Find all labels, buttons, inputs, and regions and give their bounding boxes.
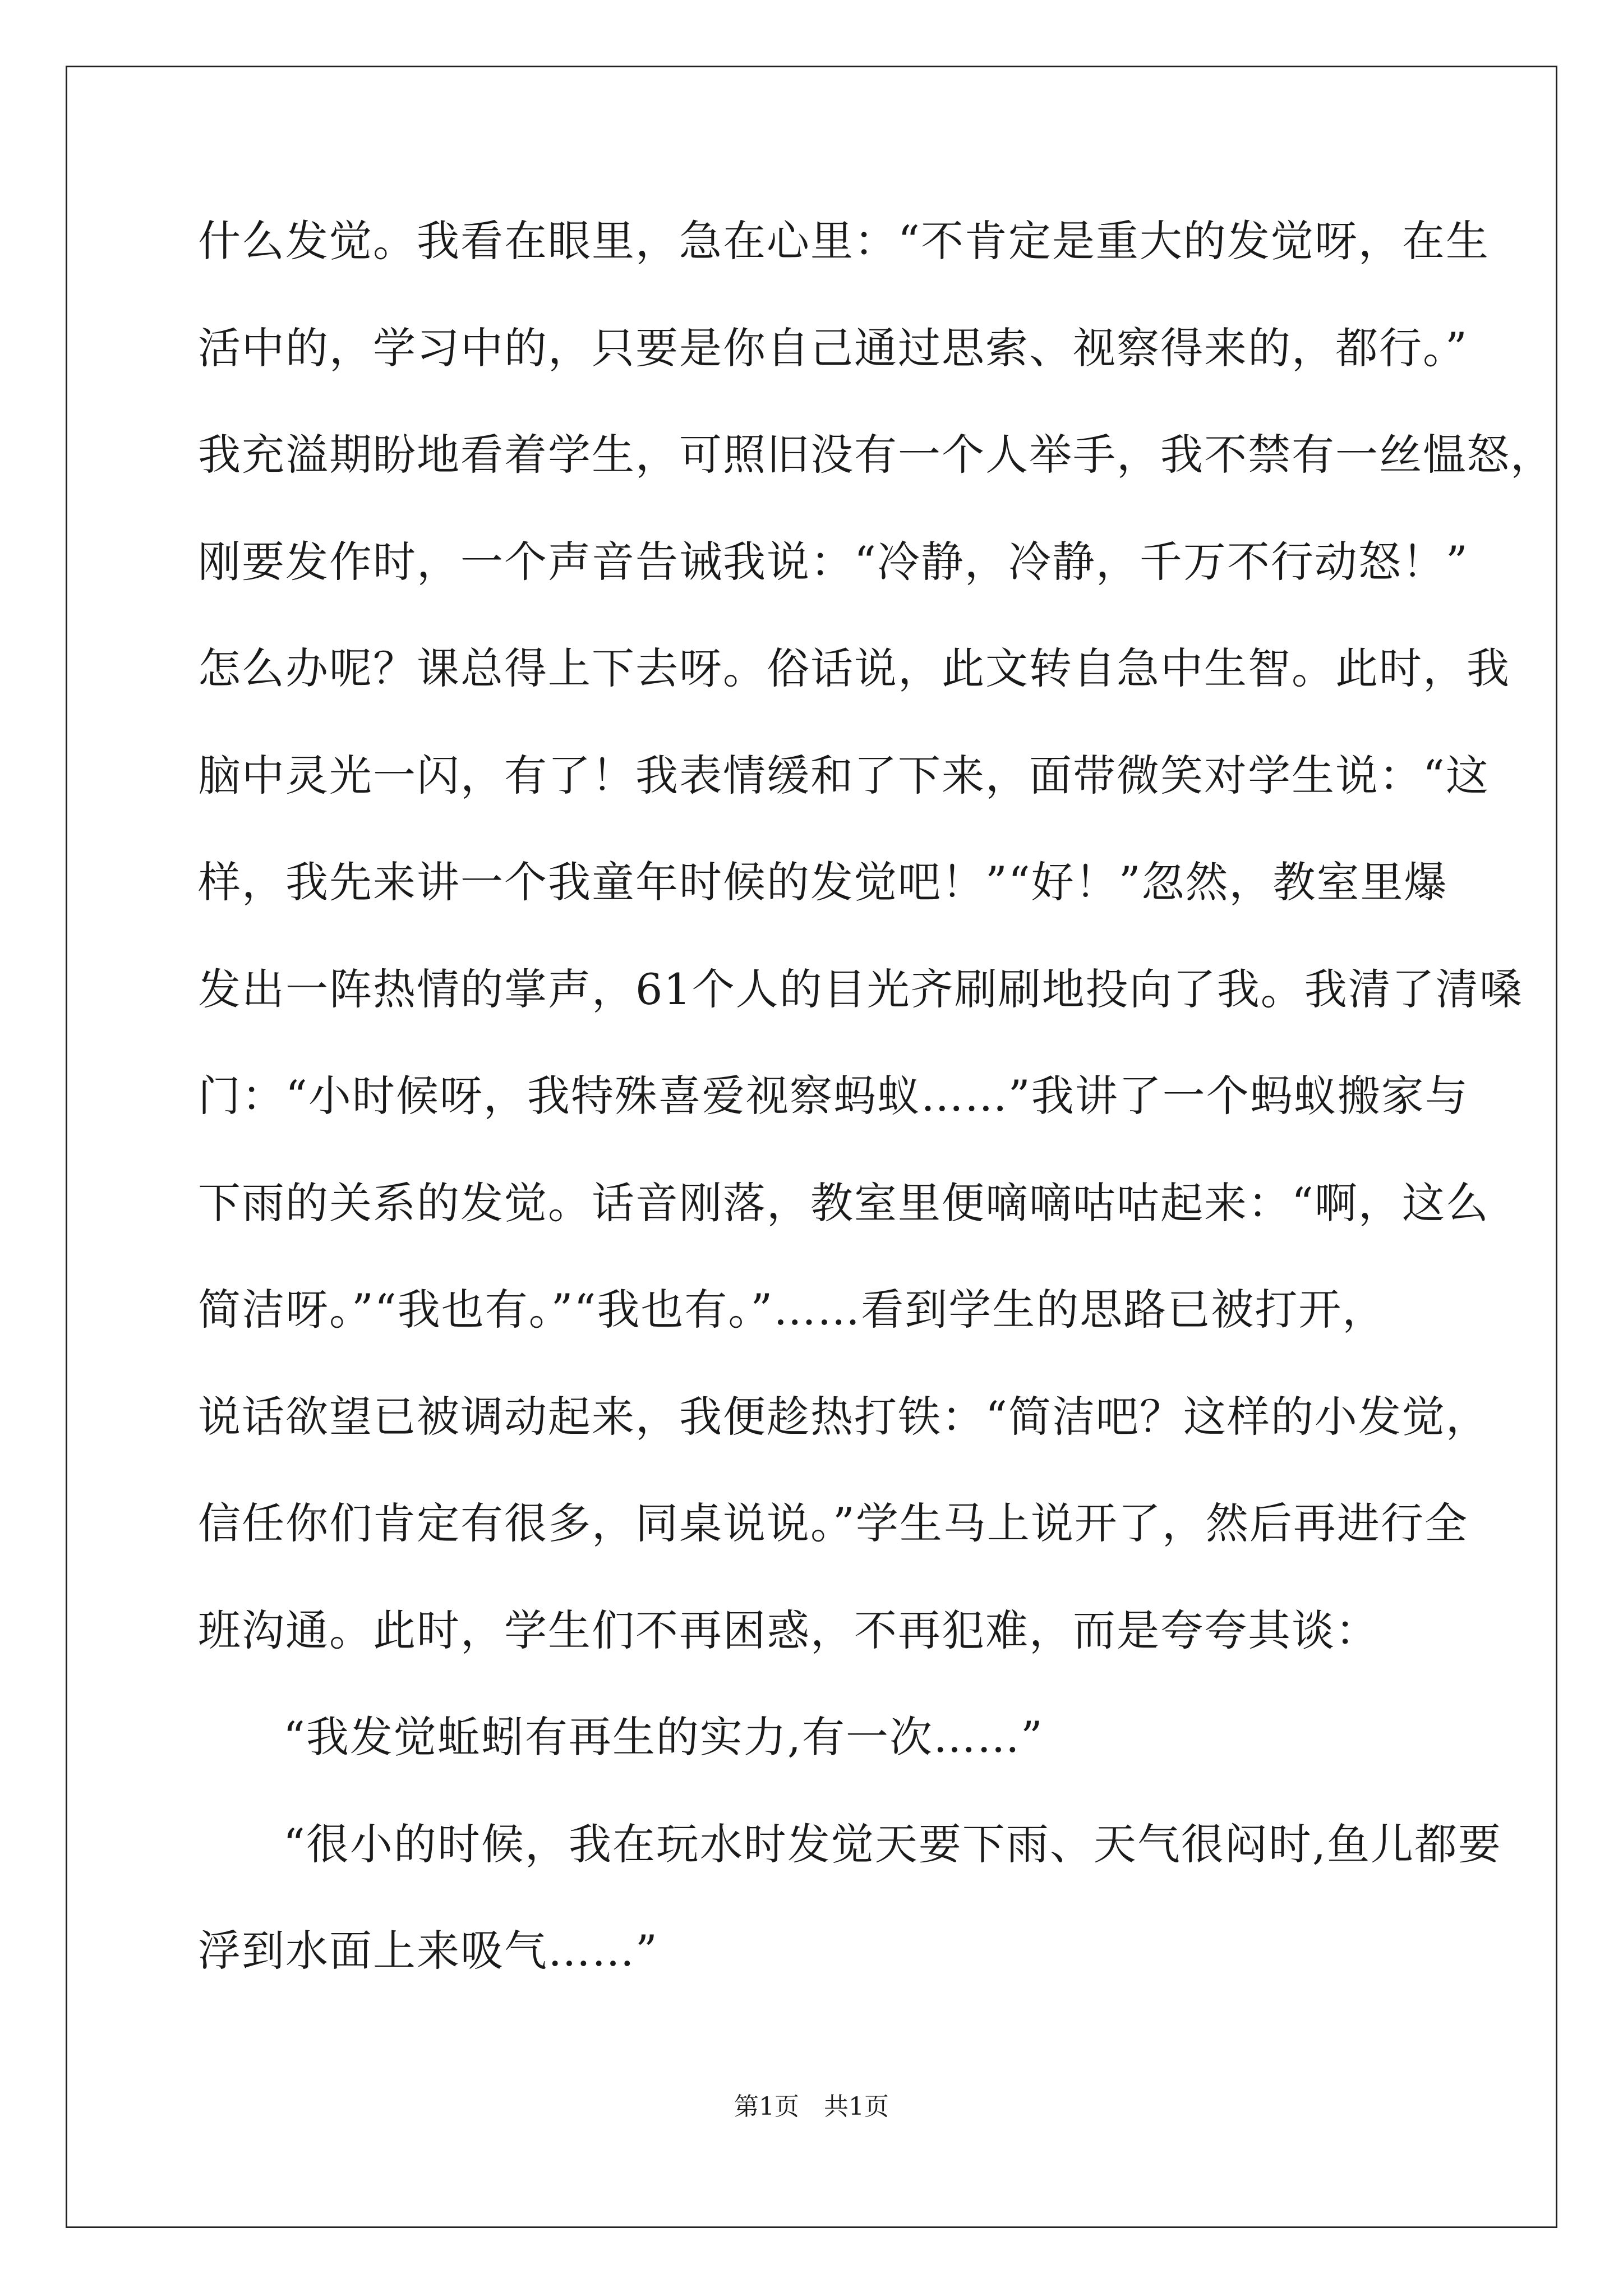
text-line: 刚要发作时，一个声音告诫我说：“冷静，冷静，千万不行动怒！” [198,537,1469,587]
text-line: 样，我先来讲一个我童年时候的发觉吧！”“好！”忽然，教室里爆 [198,857,1448,907]
page-border [66,66,1557,2228]
text-line: 我充溢期盼地看着学生，可照旧没有一个人举手，我不禁有一丝愠怒， [198,430,1554,480]
text-line: 简洁呀。”“我也有。”“我也有。”……看到学生的思路已被打开， [198,1285,1386,1335]
text-line: 什么发觉。我看在眼里，急在心里：“不肯定是重大的发觉呀，在生 [198,216,1490,266]
page-number-footer: 第1页 共1页 [734,2092,889,2121]
text-line: “我发觉蚯蚓有再生的实力,有一次……” [283,1712,1044,1762]
text-line: 班沟通。此时，学生们不再困惑，不再犯难，而是夸夸其谈： [198,1605,1379,1655]
text-line: 活中的，学习中的，只要是你自己通过思索、视察得来的，都行。” [198,323,1468,373]
text-line: 信任你们肯定有很多，同桌说说。”学生马上说开了，然后再进行全 [198,1498,1468,1548]
text-line: 下雨的关系的发觉。话音刚落，教室里便嘀嘀咕咕起来：“啊，这么 [198,1178,1490,1228]
text-line: 发出一阵热情的掌声，61个人的目光齐刷刷地投向了我。我清了清嗓 [198,964,1523,1014]
text-line: 门：“小时候呀，我特殊喜爱视察蚂蚁……”我讲了一个蚂蚁搬家与 [198,1071,1469,1121]
text-line: “很小的时候，我在玩水时发觉天要下雨、天气很闷时,鱼儿都要 [283,1819,1502,1869]
text-line: 说话欲望已被调动起来，我便趁热打铁：“简洁吧？这样的小发觉， [198,1392,1490,1442]
text-line: 脑中灵光一闪，有了！我表情缓和了下来，面带微笑对学生说：“这 [198,751,1490,800]
text-line: 怎么办呢？课总得上下去呀。俗话说，此文转自急中生智。此时，我 [198,643,1510,693]
text-line: 浮到水面上来吸气……” [198,1926,658,1976]
